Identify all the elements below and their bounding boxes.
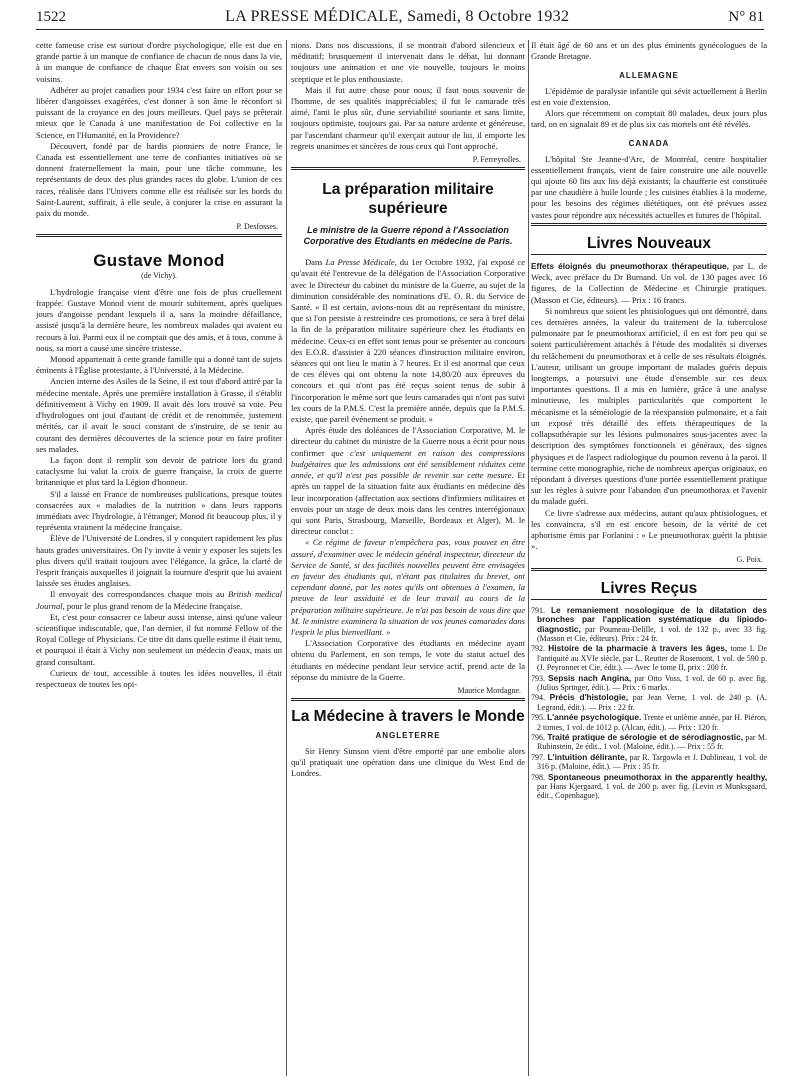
paragraph: Si nombreux que soient les phtisiologues qui ont démontré, dans ces dernières années, la valeur du traitement de la tuberculose pulmonaire par le pneumothorax artificiel, il en est fort peu qui se soient particulièrement attachés à l'étude des modalités si diverses du relâchement du pneumothorax et à celle de ses résultats éloignés. L'auteur, utilisant un groupe important de malades guéris depuis longtemps, a poursuivi une étude d'ensemble sur ces deux importantes questions. Il a mis en lumière, grâce à une analyse minutieuse, les multiples particularités que comportent le mécanisme et la séméiologie de la réexpansion pulmonaire, et a fait un exposé très détaillé des effets thérapeutiques de la collapsothérapie sur les lésions pulmonaires sous-jacentes avec la description des symptômes fonctionnels et généraux, des signes physiques et de l'aspect radiologique du poumon revenu à la paroi. Il termine cette monographie, riche de nombreux aperçus originaux, en répondant à diverses questions d'une portée essentiellement pratique sur les règles à suivre pour l'abandon d'un pneumothorax et l'avenir du malade guéri.	[531, 305, 767, 507]
received-book-entry: 792. Histoire de la pharmacie à travers les âges, tome I. De l'antiquité au XVIe siècle, par L. Reutter de Rosemont, 1 vol. de 590 p. (J. Peyronnet et Cie, édit.). — Avec le tome II, prix : 200 fr.	[531, 643, 767, 673]
section-divider	[531, 223, 767, 226]
paragraph: L'hydrologie française vient d'être une fois de plus cruellement frappée. Gustave Monod vient de mourir subitement, après quelques jours d'angoisse pendant lesquels il a, sans la moindre défaillance, assisté jusqu'à la dernière heure, les nombreux malades qui avaient eu recours à lui. Parmi eux il ne comptait que des amis, et à tous, comme à nous, sa mort a causé une sincère tristesse.	[36, 286, 282, 353]
paragraph: Ce livre s'adresse aux médecins, autant qu'aux phtisiologues, et les convaincra, s'il en est encore besoin, de la vérité de cet aphorisme émis par Forlanini : « Le pneumothorax guérit la phtisie ».	[531, 507, 767, 552]
country-heading: CANADA	[628, 139, 670, 149]
received-book-entry: 791. Le remaniement nosologique de la dilatation des bronches par l'application systématique du lipiodo-diagnostic, par Poumeau-Delille, 1 vol. de 132 p., avec 33 fig. (Masson et Cie, éditeurs). Prix : 24 fr.	[531, 604, 767, 643]
paragraph: Dans La Presse Médicale, du 1er Octobre 1932, j'ai exposé ce qu'avait été l'entrevue de la délégation de l'Association Corporative avec le Directeur du cabinet du ministre de la Guerre, au sujet de la diminution considérable des nominations d'E. O. R. du Service de Santé. « Il est certain, avions-nous dit au représentant du ministre, que si l'on persiste à restreindre ces promotions, ce sera à bref délai la fin de la préparation militaire supérieure chez les étudiants en médecine. Ceux-ci en effet sont tenus pour se présenter au concours des E.O.R. d'assister à 220 séances d'instruction militaire environ, séances qui ont lieu le matin à 7 heures. Et il est anormal que ceux de ces élèves qui ont obtenu la note 14,80/20 aux épreuves du concours et qui n'ont pas été reçus soient tenus de subir à l'incorporation le même sort que leurs camarades qui n'ont pas suivi les cours de la P.M.S. C'est la première année, depuis que la P.M.S. existe, que pareil événement se produit. »	[291, 257, 525, 425]
paragraph: Curieux de tout, accessible à toutes les idées nouvelles, il était respectueux de toutes les opi-	[36, 667, 282, 689]
section-divider	[36, 234, 282, 237]
paragraph: Découvert, fondé par de hardis pionniers de notre France, le Canada est essentiellement une terre de confiantes initiatives où se donnent fraternellement la main, pour une tâche commune, les représentants de deux des plus grandes races du globe. L'union de ces races, réalisée dans l'Univers comme elle est réalisée sur les bords du Saint-Laurent, suffirait, à elle seule, à conjurer la crise en assurant la paix du monde.	[36, 140, 282, 219]
received-book-entry: 793. Sepsis nach Angina, par Otto Voss, 1 vol. de 60 p. avec fig. (Julius Springer, édit.). — Prix : 6 marks.	[531, 672, 767, 692]
paragraph: « Ce régime de faveur n'empêchera pas, vous pouvez en être assuré, d'examiner avec le médecin général inspecteur, directeur du Service de Santé, si des facilités nouvelles peuvent être envisagées en faveur des étudiants qui, n'étant pas titulaires du brevet, ont cependant donné, par les notes qu'ils ont obtenues à l'examen, la preuve de leur assiduité et de leur travail au cours de la préparation militaire supérieure. Je n'ai pas besoin de vous dire que M. le ministre examinera la situation de vos jeunes camarades dans l'esprit le plus bienveillant. »	[291, 537, 525, 637]
article-subtitle: (de Vichy).	[141, 270, 177, 280]
signature: P. Ferreyrolles.	[472, 155, 521, 165]
received-book-entry: 797. L'intuition délirante, par R. Targowla et J. Dublineau, 1 vol. de 316 p. (Maloine, édit.). — Prix : 35 fr.	[531, 751, 767, 772]
paragraph: Il était âgé de 60 ans et un des plus éminents gynécologues de la Grande Bretagne.	[531, 40, 767, 62]
section-title: Livres Reçus	[600, 579, 698, 597]
paragraph: Sir Henry Simson vient d'être emporté par une embolie alors qu'il pratiquait une opération dans une clinique du West End de Londres.	[291, 745, 525, 778]
column-divider	[286, 40, 287, 1076]
section-divider	[291, 167, 525, 170]
paragraph: nions. Dans nos discussions, il se montrait d'abord silencieux et méditatif; brusquement il intervenait dans le débat, lui donnant toujours une animation et une vie nouvelle, toujours le moins sceptique et le plus enthousiaste.	[291, 40, 525, 84]
paragraph: L'épidémie de paralysie infantile qui sévit actuellement à Berlin est en voie d'extension.	[531, 85, 767, 107]
received-book-entry: 796. Traité pratique de sérologie et de sérodiagnostic, par M. Rubinstein, 2e édit., 1 vol. (Maloine, édit.). — Prix : 55 fr.	[531, 732, 767, 752]
signature: Maurice Mordagne.	[457, 685, 521, 695]
column-divider	[528, 40, 529, 1076]
paragraph: L'Association Corporative des étudiants en médecine ayant obtenu du Parlement, en son temps, le vote du statut actuel des étudiants en médecine pendant leur service actif, prend acte de la réponse du ministre de la Guerre.	[291, 638, 525, 682]
section-title: Livres Nouveaux	[586, 234, 712, 252]
article-title: La préparation militaire supérieure	[322, 181, 494, 218]
publication-title: LA PRESSE MÉDICALE, Samedi, 8 Octobre 1932	[225, 8, 570, 25]
received-book-entry: 794. Précis d'histologie, par Jean Verne, 1 vol. de 240 p. (A. Legrand, édit.). — Prix : 22 fr.	[531, 692, 767, 712]
paragraph: Élève de l'Université de Londres, il y conquiert rapidement les plus hauts grades universitaires. On l'y invite à venir y exposer les sujets les plus divers qu'il traitait toujours avec l'élégance, la grâce, la clarté de l'esprit français auxquelles il joignait la tournure d'esprit que lui avaient laissée ses études anglaises.	[36, 533, 282, 589]
section-title: La Médecine à travers le Monde	[291, 708, 525, 726]
article-deck: Le ministre de la Guerre répond à l'Association Corporative des Etudiants en médecine de Paris.	[303, 225, 513, 247]
paragraph: La façon dont il remplit son devoir de patriote lors du grand cataclysme lui valut la croix de guerre française, la croix de guerre britannique et plus tard la Légion d'honneur.	[36, 454, 282, 488]
paragraph: Après étude des doléances de l'Association Corporative, M. le directeur du cabinet du ministre de la Guerre nous a écrit pour nous confirmer que c'est uniquement en raison des compressions budgétaires que les admissions ont été sensiblement réduites cette année, et qu'il n'est pas possible de revenir sur cette mesure. Et après un rappel de la situation faite aux étudiants en médecine dès leur incorporation (affectation aux sections d'infirmiers militaires et envois pour un stage de deux mois dans les centres interrégionaux qui sont Paris, Strasbourg, Marseille, Bordeaux et Alger), M. le directeur conclut :	[291, 425, 525, 537]
paragraph: Adhérer au projet canadien pour 1934 c'est faire un effort pour se libérer d'angoisses exagérées, c'est donner à son âme le réconfort si puissant de la croyance en des jours meilleurs. Quel pays se prêterait mieux que le Canada à une manifestation de Foi collective en la Science, en l'Humanité, en la Providence?	[36, 84, 282, 140]
paragraph: Il envoyait des correspondances chaque mois au British medical Journal, pour le plus grand renom de la Médecine française.	[36, 589, 282, 611]
issue-number: N° 81	[728, 9, 764, 25]
page-header	[36, 8, 764, 30]
paragraph: Ancien interne des Asiles de la Seine, il est tout d'abord attiré par la médecine mentale. Après une première installation à Grasse, il s'établit définitivement à Vichy en 1909. Il avait dès lors trouvé sa voie. Peu d'hydrologues ont joui d'autant de crédit et de renommée, justement mérités, car il avait le souci constant de s'instruire, de se tenir au courant des dernières découvertes de la science pour en faire profiter ses malades.	[36, 376, 282, 454]
paragraph: cette fameuse crise est surtout d'ordre psychologique, elle est due en grande partie à un manque de confiance de chacun de nous dans la vie, à un manque de confiance de chaque État envers son voisin ou ses voisins.	[36, 40, 282, 84]
paragraph: Mais il fut autre chose pour nous; il faut nous souvenir de l'homme, de ses qualités inappréciables; il fut le camarade très aimé, l'ami le plus sûr, d'une serviabilité souriante et sans limite, toujours optimiste, toujours gai. Par sa nature ardente et généreuse, par l'ascendant charmeur qu'il exerçait autour de lui, il emporte les regrets unanimes et sincères de tous ceux qui l'ont approché.	[291, 84, 525, 151]
book-review-lead: Effets éloignés du pneumothorax thérapeutique, par L. de Weck, avec préface du Dr Burnand. Un vol. de 130 pages avec 16 figures, de la Collection de Médecine et Chirurgie pratiques. (Masson et Cie, éditeurs). — Prix : 16 francs.	[531, 261, 767, 305]
column-3	[531, 40, 767, 1080]
section-divider	[531, 568, 767, 571]
received-books-list	[531, 606, 767, 801]
received-book-entry: 798. Spontaneous pneumothorax in the apparently healthy, par Hans Kjergaard, 1 vol. de 200 p. avec fig. (Levin et Munksgaard, édit., Copenhague).	[531, 771, 767, 801]
column-2	[291, 40, 525, 1080]
section-divider	[291, 698, 525, 701]
section-divider	[531, 599, 767, 600]
signature: P. Desfosses.	[236, 222, 278, 232]
section-divider	[531, 254, 767, 255]
paragraph: S'il a laissé en France de nombreuses publications, presque toutes consacrées aux « maladies de la nutrition » dans leurs rapports immédiats avec l'hydrologie, à l'étranger, Monod fit beaucoup plus, il y représenta vraiment la médecine française.	[36, 488, 282, 533]
article-title: Gustave Monod	[93, 251, 225, 271]
country-heading: ALLEMAGNE	[619, 71, 679, 81]
paragraph: Alors que récemment on comptait 80 malades, deux jours plus tard, on en signalait 89 et de plus six cas mortels ont été révélés.	[531, 108, 767, 130]
column-1	[36, 40, 282, 1080]
paragraph: L'hôpital Ste Jeanne-d'Arc, de Montréal, centre hospitalier essentiellement français, vient de faire construire une aile nouvelle qui ajoute 60 lits aux lits déjà existants; la chaufferie est constituée par une chaudière à huile lourde ; les cuisines établies à la moderne, pour les besoins des régimes diététiques, ont été prévues assez vastes pour répondre aux nécessités actuelles et futures de l'hôpital.	[531, 153, 767, 220]
country-heading: ANGLETERRE	[375, 731, 441, 741]
paragraph: Monod appartenait à cette grande famille qui a donné tant de sujets éminents à l'Église protestante, à l'Université, à la Médecine.	[36, 354, 282, 376]
page-number: 1522	[36, 9, 66, 25]
paragraph: Et, c'est pour consacrer ce labeur aussi intense, ainsi qu'une valeur scientifique indiscutable, que, l'an dernier, il fut nommé Fellow of the Royal College of Physicians. Ce titre dit dans quelle estime il était tenu, et pourquoi il était à Vichy non seulement un médecin d'eaux, mais un grand consultant.	[36, 611, 282, 667]
received-book-entry: 795. L'année psychologique. Trente et unième année, par H. Piéron, 2 tomes, 1 vol. de 1012 p. (Alcan, édit.). — Prix : 120 fr.	[531, 712, 767, 732]
signature: G. Poix.	[736, 555, 763, 565]
